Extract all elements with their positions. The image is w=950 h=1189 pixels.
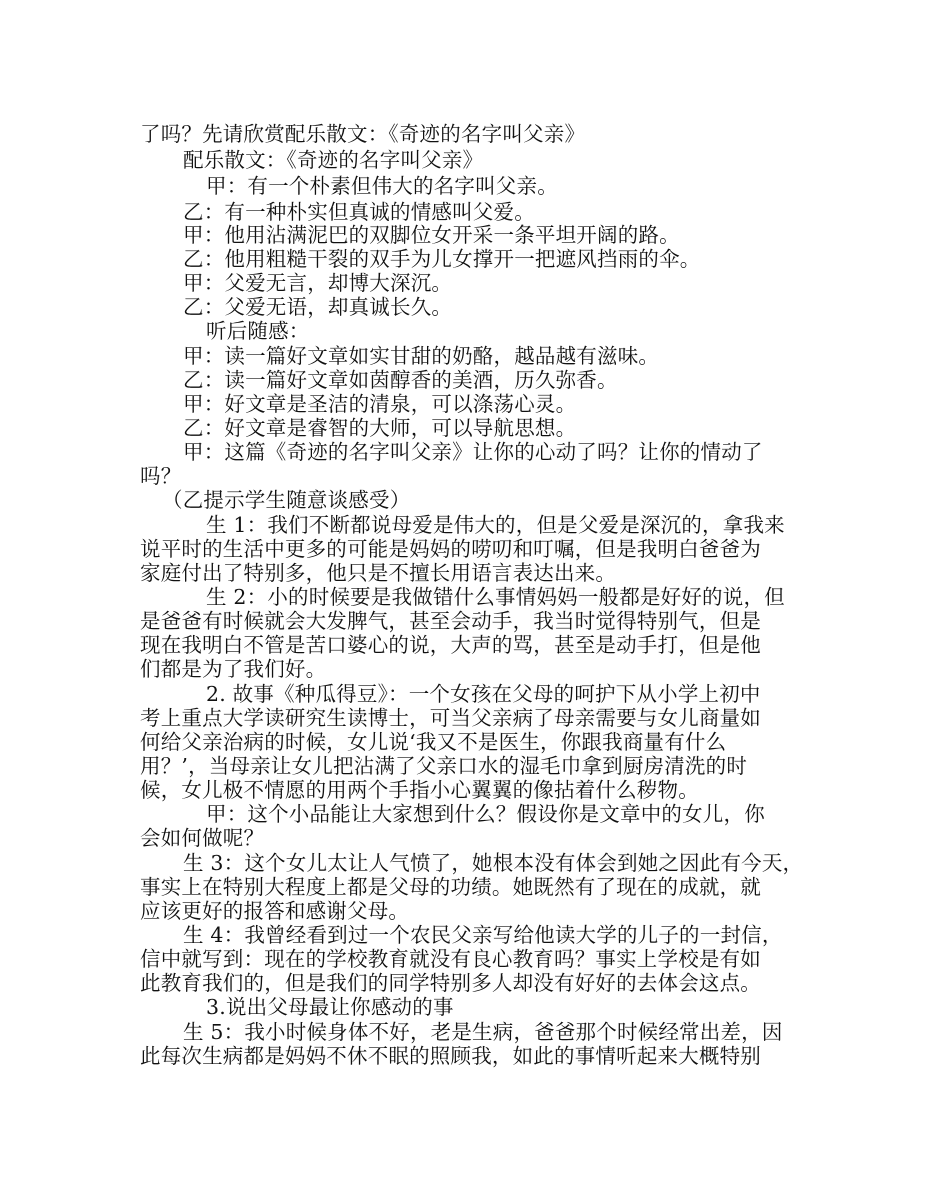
text-line: 甲：他用沾满泥巴的双脚位女开采一条平坦开阔的路。 <box>183 223 680 247</box>
text-line: 生 2：小的时候要是我做错什么事情妈妈一般都是好好的说，但 <box>206 585 785 609</box>
text-line: 听后随感： <box>206 319 310 343</box>
text-line: 2. 故事《种瓜得豆》：一个女孩在父母的呵护下从小学上初中 <box>206 682 761 706</box>
text-line: 生 4：我曾经看到过一个农民父亲写给他读大学的儿子的一封信， <box>183 923 783 947</box>
text-line: 配乐散文：《奇迹的名字叫父亲》 <box>183 148 484 172</box>
text-line: 乙：读一篇好文章如茵醇香的美酒，历久弥香。 <box>183 368 618 392</box>
text-line: 生 3：这个女儿太让人气愤了，她根本没有体会到她之因此有今天， <box>183 851 804 875</box>
text-line: 此教育我们的，但是我们的同学特别多人却没有好好的去体会这点。 <box>140 971 761 995</box>
text-line: 家庭付出了特别多，他只是不擅长用语言表达出来。 <box>140 561 617 585</box>
text-line: 会如何做呢？ <box>140 826 265 850</box>
text-line: 甲：这篇《奇迹的名字叫父亲》让你的心动了吗？让你的情动了 <box>183 440 763 464</box>
text-line: 3.说出父母最让你感动的事 <box>206 995 454 1019</box>
text-line: 此每次生病都是妈妈不休不眠的照顾我，如此的事情听起来大概特别 <box>140 1044 761 1068</box>
text-line: 用？’，当母亲让女儿把沾满了父亲口水的湿毛巾拿到厨房清洗的时 <box>140 754 748 778</box>
text-line: 乙：他用粗糙干裂的双手为儿女撑开一把遮风挡雨的伞。 <box>183 247 701 271</box>
text-line: 乙：父爱无语，却真诚长久。 <box>183 295 453 319</box>
text-line: 甲：父爱无言，却博大深沉。 <box>183 271 453 295</box>
text-line: 应该更好的报答和感谢父母。 <box>140 899 410 923</box>
text-line: （乙提示学生随意谈感受） <box>162 488 411 512</box>
text-line: 了吗？先请欣赏配乐散文：《奇迹的名字叫父亲》 <box>140 122 586 146</box>
text-line: 吗？ <box>140 464 182 488</box>
text-line: 乙：好文章是睿智的大师，可以导航思想。 <box>183 416 577 440</box>
text-line: 事实上在特别大程度上都是父母的功绩。她既然有了现在的成就，就 <box>140 875 761 899</box>
text-line: 甲：好文章是圣洁的清泉，可以涤荡心灵。 <box>183 392 577 416</box>
text-line: 甲：这个小品能让大家想到什么？假设你是文章中的女儿，你 <box>206 802 765 826</box>
text-line: 现在我明白不管是苦口婆心的说，大声的骂，甚至是动手打，但是他 <box>140 633 761 657</box>
text-line: 乙：有一种朴实但真诚的情感叫父爱。 <box>183 200 535 224</box>
text-line: 何给父亲治病的时候，女儿说‘我又不是医生，你跟我商量有什么 <box>140 730 727 754</box>
text-line: 候，女儿极不情愿的用两个手指小心翼翼的像拈着什么秽物。 <box>140 778 699 802</box>
text-line: 说平时的生活中更多的可能是妈妈的唠叨和叮嘱，但是我明白爸爸为 <box>140 537 761 561</box>
text-line: 是爸爸有时候就会大发脾气，甚至会动手，我当时觉得特别气，但是 <box>140 609 761 633</box>
text-line: 甲：读一篇好文章如实甘甜的奶酪，越品越有滋味。 <box>183 344 660 368</box>
text-line: 信中就写到：现在的学校教育就没有良心教育吗？事实上学校是有如 <box>140 947 761 971</box>
text-line: 考上重点大学读研究生读博士，可当父亲病了母亲需要与女儿商量如 <box>140 706 761 730</box>
text-line: 们都是为了我们好。 <box>140 657 327 681</box>
text-line: 甲：有一个朴素但伟大的名字叫父亲。 <box>206 174 558 198</box>
text-line: 生 5：我小时候身体不好，老是生病，爸爸那个时候经常出差，因 <box>183 1020 783 1044</box>
text-line: 生 1：我们不断都说母爱是伟大的，但是父爱是深沉的，拿我来 <box>206 513 785 537</box>
